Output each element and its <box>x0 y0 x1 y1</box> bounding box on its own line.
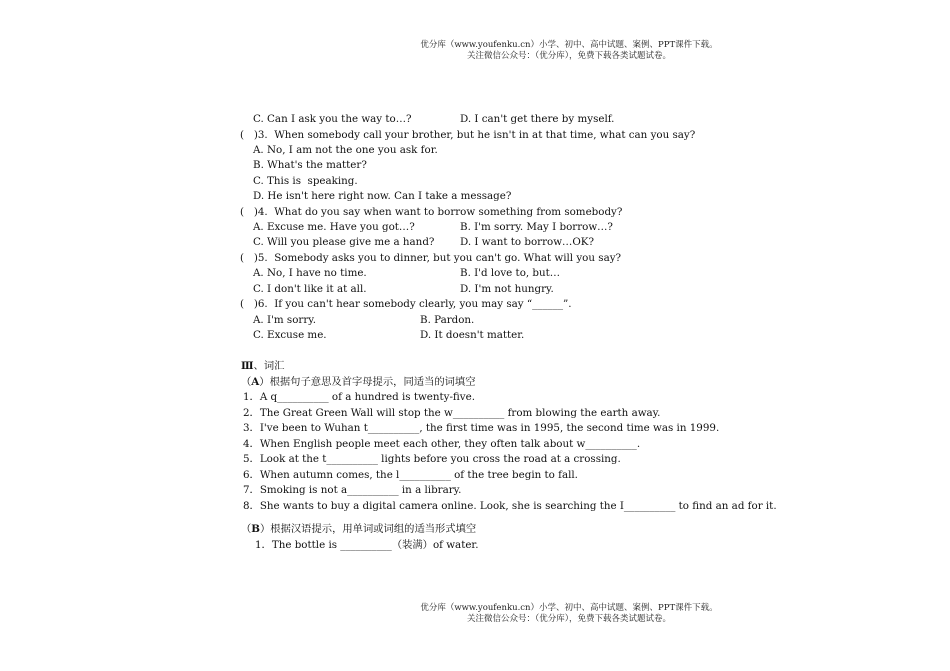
vocab-a-item-8: 8．She wants to buy a digital camera online. Look, she is searching the I__________ to find an ad for it. <box>243 500 777 512</box>
part-b-instruction <box>241 522 476 536</box>
part-b-text: ）根据汉语提示，用单词或词组的适当形式填空 <box>260 523 477 535</box>
q5-option-c: C. I don't like it at all. <box>253 283 367 295</box>
q4-option-a: A. Excuse me. Have you got…? <box>253 221 415 233</box>
page-footer <box>0 603 950 625</box>
q4-option-b: B. I'm sorry. May I borrow…? <box>460 221 613 233</box>
part-a-open-paren: （ <box>241 376 252 388</box>
vocab-a-item-1: 1．A q__________ of a hundred is twenty-five. <box>243 391 475 403</box>
q5-option-a: A. No, I have no time. <box>253 267 367 279</box>
q4-option-c: C. Will you please give me a hand? <box>253 236 435 248</box>
footer-line-2: 关注微信公众号：（优分库），免费下载各类试题试卷。 <box>466 614 671 624</box>
section-3-title: 、词汇 <box>253 360 285 372</box>
vocab-a-item-2: 2．The Great Green Wall will stop the w__________ from blowing the earth away. <box>243 407 661 419</box>
header-line-2: 关注微信公众号：（优分库），免费下载各类试题试卷。 <box>466 51 671 61</box>
q5-option-b: B. I'd love to, but… <box>460 267 561 279</box>
q6-option-b: B. Pardon. <box>420 314 475 326</box>
q6-option-c: C. Excuse me. <box>253 329 327 341</box>
vocab-a-item-4: 4．When English people meet each other, they often talk about w__________. <box>243 438 641 450</box>
vocab-a-item-5: 5．Look at the t__________ lights before you cross the road at a crossing. <box>243 453 621 465</box>
part-a-text: ）根据句子意思及首字母提示，同适当的词填空 <box>259 376 476 388</box>
q2-option-c: C. Can I ask you the way to…? <box>253 113 412 125</box>
q3-stem: ( )3. When somebody call your brother, but he isn't in at that time, what can you say? <box>240 129 696 141</box>
vocab-b-item-1: 1．The bottle is __________（装满）of water. <box>255 539 479 551</box>
part-b-label: B <box>251 523 260 535</box>
q3-option-c: C. This is speaking. <box>253 175 358 187</box>
q3-option-b: B. What's the matter? <box>253 159 367 171</box>
q3-option-a: A. No, I am not the one you ask for. <box>253 144 438 156</box>
q6-option-a: A. I'm sorry. <box>253 314 316 326</box>
q6-stem: ( )6. If you can't hear somebody clearly, you may say “______”. <box>240 298 572 310</box>
footer-line-1: 优分库（www.youfenku.cn）小学、初中、高中试题、案例、PPT课件下载。 <box>420 603 718 613</box>
section-3-numeral: Ⅲ <box>241 360 254 372</box>
part-b-open-paren: （ <box>241 523 252 535</box>
q6-option-d: D. It doesn't matter. <box>420 329 525 341</box>
page-header <box>0 40 950 62</box>
q2-option-d: D. I can't get there by myself. <box>460 113 615 125</box>
header-line-1: 优分库（www.youfenku.cn）小学、初中、高中试题、案例、PPT课件下载。 <box>420 40 718 50</box>
q4-stem: ( )4. What do you say when want to borrow something from somebody? <box>240 206 623 218</box>
q3-option-d: D. He isn't here right now. Can I take a message? <box>253 190 512 202</box>
q5-stem: ( )5. Somebody asks you to dinner, but you can't go. What will you say? <box>240 252 622 264</box>
part-a-instruction <box>241 375 476 389</box>
vocab-a-item-3: 3．I've been to Wuhan t__________, the first time was in 1995, the second time was in 1999. <box>243 422 720 434</box>
section-3-heading <box>241 359 284 373</box>
vocab-a-item-6: 6．When autumn comes, the l__________ of the tree begin to fall. <box>243 469 578 481</box>
q4-option-d: D. I want to borrow…OK? <box>460 236 594 248</box>
q5-option-d: D. I'm not hungry. <box>460 283 554 295</box>
vocab-a-item-7: 7．Smoking is not a__________ in a library. <box>243 484 462 496</box>
part-a-label: A <box>251 376 260 388</box>
